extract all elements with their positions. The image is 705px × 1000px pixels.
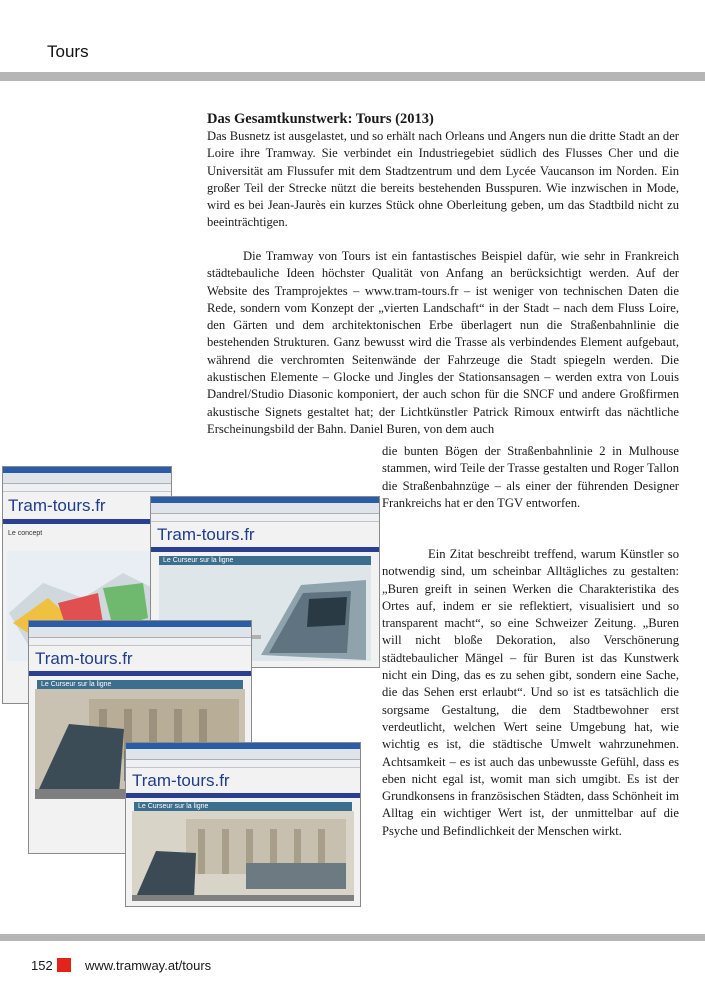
tram-building-image [126, 811, 360, 907]
header-rule [0, 72, 705, 81]
footer-rule [0, 934, 705, 941]
section-title: Tours [47, 42, 89, 61]
curseur-banner: Le Curseur sur la ligne [159, 556, 371, 565]
curseur-banner: Le Curseur sur la ligne [37, 680, 243, 689]
paragraph-2: Die Tramway von Tours ist ein fantastisches Beispiel dafür, wie sehr in Frankreich städtebauliche Ideen höchster Qualität von Anfang an berücksichtigt werden. Auf der Website des Tramprojektes – www.tram-tours.fr – ist weniger von technischen Daten die Rede, sondern vom Konzept der „vierten Landschaft“ in der Stadt – nach dem Fluss Loire, den Gärten und dem architektonischen Erbe überlagert nun die Straßenbahnlinie die bestehenden Strukturen. Ganz bewusst wird die Trasse als verbindendes Element aufgebaut, während die verchromten Seitenwände der Fahrzeuge die Stadt spiegeln werden. Die akustischen Elemente – Glocke und Jingles der Stationsansagen – werden extra von Louis Dandrel/Studio Diasonic komponiert, der auch schon für die SNCF und andere Großfirmen akustische Signets gestaltet hat; der Lichtkünstler Patrick Rimoux entwirft das nächtliche Erscheinungsbild der Bahn. Daniel Buren, von dem auch [207, 249, 679, 436]
site-logo: Tram-tours.fr [157, 525, 255, 544]
paragraph-4: Ein Zitat beschreibt treffend, warum Künstler so notwendig sind, um scheinbar Alltägliches zu gestalten: „Buren greift in seinen Werken die Charakteristika des Ortes auf, indem er sie reflektiert, visualisiert und so transparent macht“, so eine Schweizer Zeitung. „Buren will nicht bloße Dekoration, also Verschönerung städtebaulicher Mängel – für Buren ist das Kunstwerk nicht ein Ding, das es zu sehen gibt, sondern eine Sache, die das Sehen erst erlaubt“. Und so ist es tatsächlich die sorgsame Gestaltung, die dem Stadtbewohner erst verdeutlicht, welchen Wert seine Umgebung hat, wie wichtig es ist, die städtische Umwelt wahrzunehmen. Achtsamkeit – es ist auch das unbewusste Gefühl, dass es eben nicht egal ist, womit man sich umgibt. Es ist der Grundkonsens in französischen Städten, dass Schönheit im Alltag ein wichtiger Wert ist, der unmittelbar auf die Psyche und Befindlichkeit der Menschen wirkt. [382, 547, 679, 838]
article-heading: Das Gesamtkunstwerk: Tours (2013) [207, 111, 434, 127]
footer-url: www.tramway.at/tours [85, 958, 212, 973]
concept-label: Le concept [8, 530, 43, 537]
paragraph-3: die bunten Bögen der Straßenbahnlinie 2 in Mulhouse stammen, wird Teile der Trasse gestalten und Roger Tallon die Straßenbahnzüge – als einer der führenden Designer Frankreichs hat er den TGV entworfen. [382, 444, 679, 510]
browser-window-tram-3 [125, 742, 361, 907]
red-square-marker [57, 958, 71, 972]
page-number: 152 [31, 958, 53, 973]
site-logo: Tram-tours.fr [132, 771, 230, 790]
site-logo: Tram-tours.fr [8, 496, 106, 515]
paragraph-1: Das Busnetz ist ausgelastet, und so erhält nach Orleans und Angers nun die dritte Stadt an der Loire ihre Tramway. Sie verbindet ein Industriegebiet südlich des Flusses Cher und die Universität am Flussufer mit dem Stadtzentrum und dem Lycée Vaucanson im Norden. Ein großer Teil der Strecke nützt die bereits bestehenden Busspuren. Wie inzwischen in Mode, wird es bei Jean-Jaurès ein kurzes Stück ohne Oberleitung geben, um das Stadtbild nicht zu beeinträchtigen. [207, 129, 679, 230]
curseur-banner: Le Curseur sur la ligne [134, 802, 352, 811]
site-logo: Tram-tours.fr [35, 649, 133, 668]
